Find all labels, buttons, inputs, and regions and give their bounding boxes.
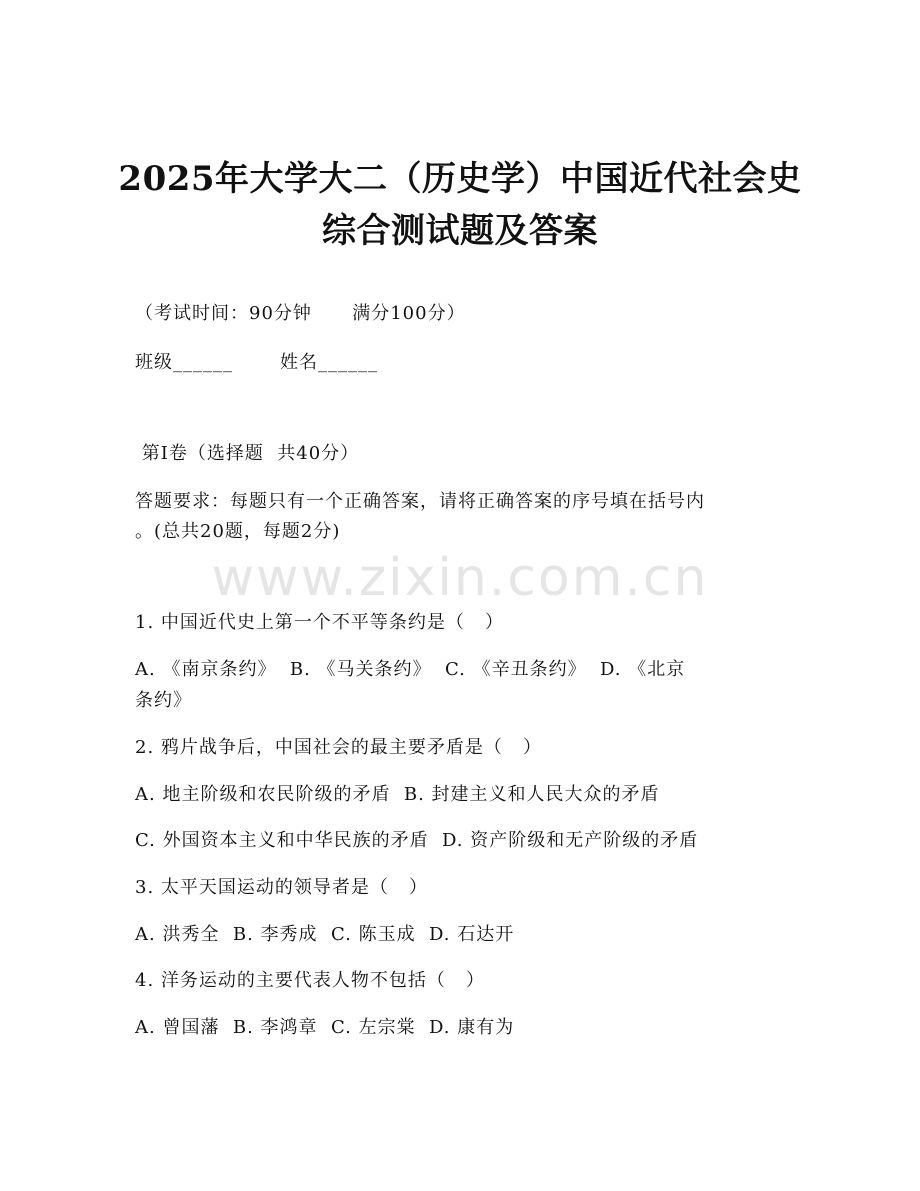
exam-info: （考试时间：90分钟 满分100分） — [135, 303, 466, 324]
document-title-line-2: 综合测试题及答案 — [322, 211, 598, 251]
question-4-options: A. 曾国藩 B. 李鸿章 C. 左宗棠 D. 康有为 — [135, 1017, 515, 1038]
question-2-stem: 2. 鸦片战争后，中国社会的最主要矛盾是（ ） — [135, 737, 543, 758]
question-1-options: A. 《南京条约》 B. 《马关条约》 C. 《辛丑条约》 D. 《北京 — [135, 659, 686, 680]
document-title-line-1: 2025年大学大二（历史学）中国近代社会史 — [118, 159, 802, 199]
question-3-options: A. 洪秀全 B. 李秀成 C. 陈玉成 D. 石达开 — [135, 924, 515, 945]
instructions-line-2: 。(总共20题，每题2分) — [135, 521, 341, 542]
instructions-line-1: 答题要求：每题只有一个正确答案，请将正确答案的序号填在括号内 — [135, 491, 705, 512]
question-2-options-cd: C. 外国资本主义和中华民族的矛盾 D. 资产阶级和无产阶级的矛盾 — [135, 830, 699, 851]
question-1-options-continued: 条约》 — [135, 690, 192, 711]
question-2-options-ab: A. 地主阶级和农民阶级的矛盾 B. 封建主义和人民大众的矛盾 — [135, 784, 660, 805]
question-3-stem: 3. 太平天国运动的领导者是（ ） — [135, 877, 429, 898]
section-heading: 第Ⅰ卷（选择题 共40分） — [135, 443, 360, 464]
name-class-fields: 班级______ 姓名______ — [135, 352, 379, 373]
watermark: www.zixin.com.cn — [211, 548, 709, 608]
question-1-stem: 1. 中国近代史上第一个不平等条约是（ ） — [135, 612, 505, 633]
question-4-stem: 4. 洋务运动的主要代表人物不包括（ ） — [135, 970, 486, 991]
